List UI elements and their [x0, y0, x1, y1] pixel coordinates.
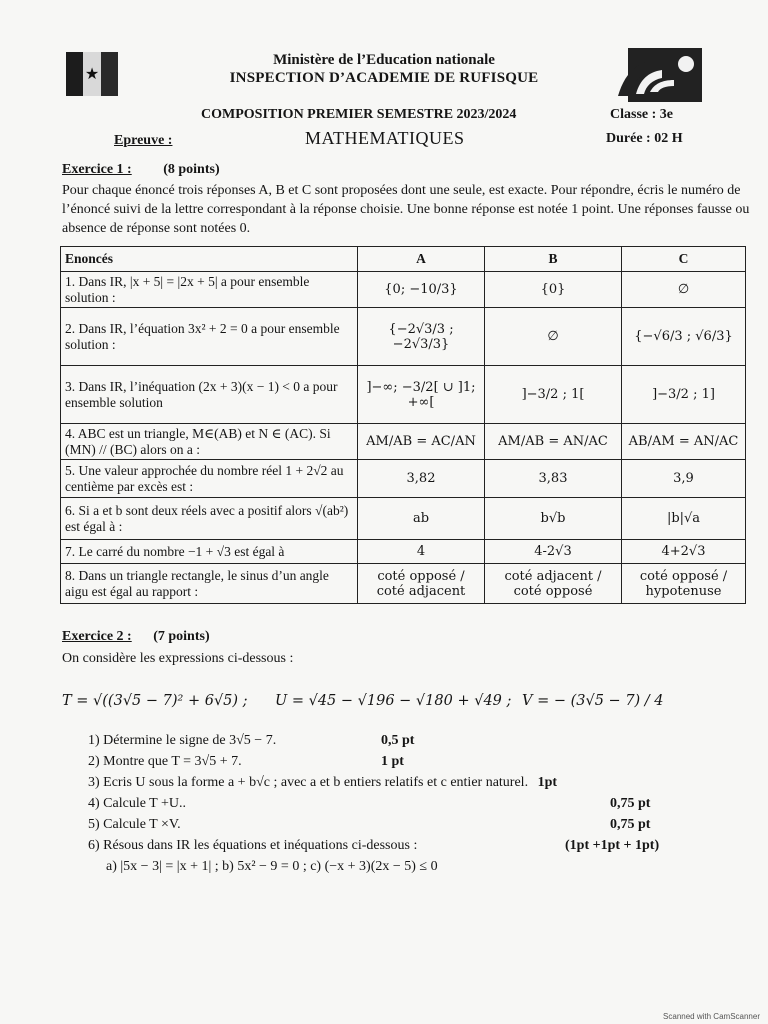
ex2-q5: 5) Calcule T ×V. [88, 817, 181, 832]
table-row [61, 564, 746, 604]
answer-7b: 4-2√3 [485, 540, 622, 564]
answer-1a: {0; −10/3} [358, 272, 485, 308]
question-2-line [88, 754, 668, 775]
subject-title: MATHEMATIQUES [305, 128, 465, 148]
answer-4b: AM/AB = AN/AC [485, 424, 622, 460]
ex1-points: (8 points) [163, 162, 220, 177]
answer-7a: 4 [358, 540, 485, 564]
ex2-q3-pts: 1pt [537, 775, 558, 790]
ex1-intro-text: Pour chaque énoncé trois réponses A, B et C sont proposées dont une seule, est exacte. Pour répondre, écris le numéro de l’énoncé suivi de la lettre correspondant à la réponse choisie. Une bonne réponse est notée 1 point. Une réponses fausse ou absence de réponse sont notées 0. [62, 183, 750, 236]
ex1-instructions [62, 181, 750, 238]
ex2-q1: 1) Détermine le signe de 3√5 − 7. [88, 733, 277, 748]
expr-u: U = √45 − √196 − √180 + √49 ; [275, 693, 512, 709]
epreuve-label: Epreuve : [114, 133, 173, 148]
ex2-q6: 6) Résous dans IR les équations et inéquations ci-dessous : [88, 838, 418, 853]
table-header-row [61, 247, 746, 272]
duration-label: Durée : 02 H [606, 131, 683, 146]
header-enonces: Enoncés [61, 247, 358, 272]
header-a: A [358, 247, 485, 272]
table-row [61, 540, 746, 564]
table-row [61, 460, 746, 498]
ex2-intro: On considère les expressions ci-dessous : [62, 651, 294, 666]
question-6: 6. Si a et b sont deux réels avec a positif alors √(ab²) est égal à : [61, 498, 358, 540]
question-7: 7. Le carré du nombre −1 + √3 est égal à [61, 540, 358, 564]
answer-8a: coté opposé / coté adjacent [358, 564, 485, 604]
ex2-q2: 2) Montre que T = 3√5 + 7. [88, 754, 242, 769]
answer-7c: 4+2√3 [622, 540, 746, 564]
class-label: Classe : 3e [610, 107, 673, 122]
answer-6a: ab [358, 498, 485, 540]
expr-t: T = √((3√5 − 7)² + 6√5) ; [62, 693, 248, 709]
question-3: 3. Dans IR, l’inéquation (2x + 3)(x − 1) < 0 a pour ensemble solution [61, 366, 358, 424]
ex1-title: Exercice 1 : [62, 162, 132, 177]
table-row [61, 424, 746, 460]
question-6-line [88, 838, 668, 859]
answer-5b: 3,83 [485, 460, 622, 498]
answer-6b: b√b [485, 498, 622, 540]
ex2-q4: 4) Calcule T +U.. [88, 796, 186, 811]
question-5-line [88, 817, 668, 838]
answer-2c: {−√6/3 ; √6/3} [622, 308, 746, 366]
answer-3b: ]−3/2 ; 1[ [485, 366, 622, 424]
ex2-q2-pts: 1 pt [381, 754, 404, 769]
answer-5a: 3,82 [358, 460, 485, 498]
table-row [61, 498, 746, 540]
question-4-line [88, 796, 668, 817]
answer-3c: ]−3/2 ; 1] [622, 366, 746, 424]
ex2-q4-pts: 0,75 pt [610, 796, 651, 811]
question-3-line [88, 775, 668, 796]
question-5: 5. Une valeur approchée du nombre réel 1 + 2√2 au centième par excès est : [61, 460, 358, 498]
ministry-title: Ministère de l’Education nationale [273, 52, 495, 68]
answer-4c: AB/AM = AN/AC [622, 424, 746, 460]
ex2-q5-pts: 0,75 pt [610, 817, 651, 832]
ex2-heading [62, 629, 210, 645]
ex2-q6-items: a) |5x − 3| = |x + 1| ; b) 5x² − 9 = 0 ; c) (−x + 3)(2x − 5) ≤ 0 [106, 859, 438, 874]
answer-1b: {0} [485, 272, 622, 308]
ex2-questions [88, 733, 668, 880]
ex2-q6-pts: (1pt +1pt + 1pt) [565, 838, 660, 853]
answer-8c: coté opposé / hypotenuse [622, 564, 746, 604]
inspection-title: INSPECTION D’ACADEMIE DE RUFISQUE [229, 70, 539, 86]
ex2-title: Exercice 2 : [62, 629, 132, 644]
question-1-line [88, 733, 668, 754]
table-row [61, 272, 746, 308]
mcq-table [60, 246, 746, 604]
answer-1c: ∅ [622, 272, 746, 308]
ex1-heading [62, 162, 220, 178]
ex2-q1-pts: 0,5 pt [381, 733, 415, 748]
header-c: C [622, 247, 746, 272]
header-b: B [485, 247, 622, 272]
question-8: 8. Dans un triangle rectangle, le sinus d’un angle aigu est égal au rapport : [61, 564, 358, 604]
answer-4a: AM/AB = AC/AN [358, 424, 485, 460]
answer-8b: coté adjacent / coté opposé [485, 564, 622, 604]
answer-5c: 3,9 [622, 460, 746, 498]
star-icon: ★ [83, 52, 100, 96]
answer-2a: {−2√3/3 ; −2√3/3} [358, 308, 485, 366]
question-4: 4. ABC est un triangle, M∈(AB) et N ∈ (AC). Si (MN) // (BC) alors on a : [61, 424, 358, 460]
question-1: 1. Dans IR, |x + 5| = |2x + 5| a pour ensemble solution : [61, 272, 358, 308]
answer-3a: ]−∞; −3/2[ ∪ ]1; +∞[ [358, 366, 485, 424]
expr-v: V = − (3√5 − 7) / 4 [522, 693, 664, 709]
ex2-points: (7 points) [153, 629, 210, 644]
answer-6c: |b|√a [622, 498, 746, 540]
scanner-footer: Scanned with CamScanner [663, 1012, 760, 1021]
answer-2b: ∅ [485, 308, 622, 366]
table-row [61, 366, 746, 424]
table-row [61, 308, 746, 366]
ex2-q3: 3) Ecris U sous la forme a + b√c ; avec a et b entiers relatifs et c entier naturel. [88, 775, 529, 790]
question-2: 2. Dans IR, l’équation 3x² + 2 = 0 a pour ensemble solution : [61, 308, 358, 366]
composition-title: COMPOSITION PREMIER SEMESTRE 2023/2024 [201, 107, 517, 122]
